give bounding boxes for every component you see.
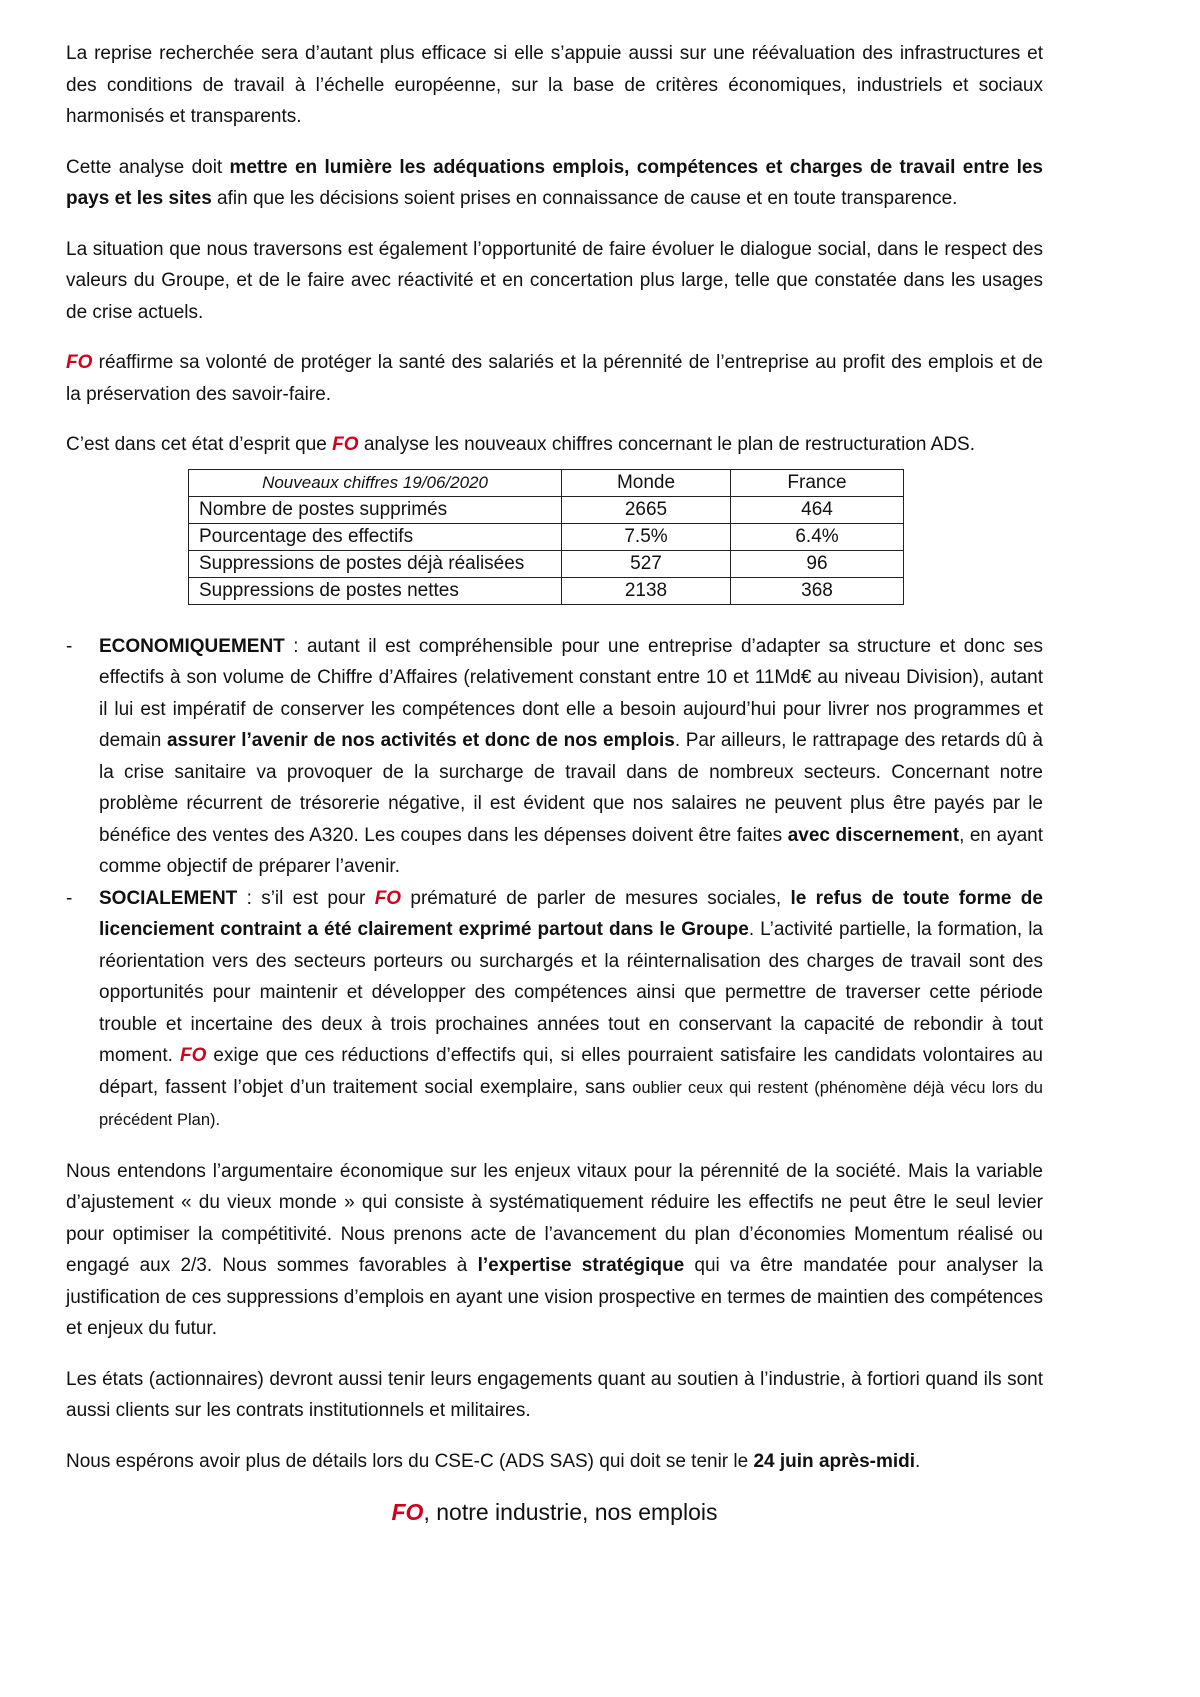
bullet-dash: - (66, 887, 73, 909)
paragraph-cse (66, 1446, 1043, 1478)
table-row (189, 577, 904, 604)
bullet-list (66, 631, 1043, 1137)
text: Cette analyse doit (66, 156, 230, 178)
table-row (189, 523, 904, 550)
table-cell: 6.4% (731, 523, 904, 550)
bullet-socialement (66, 883, 1043, 1137)
table-cell: Suppressions de postes déjà réalisées (189, 550, 562, 577)
text: qui va être mandatée pour analyser la justification de ces suppressions d’emplois en ayant une vision prospective en termes de maintien des compétences et enjeux du futur. (66, 1255, 1043, 1339)
table-cell: Pourcentage des effectifs (189, 523, 562, 550)
document-page (66, 38, 1043, 1528)
paragraph-analyse (66, 152, 1043, 215)
paragraph-reprise: La reprise recherchée sera d’autant plus efficace si elle s’appuie aussi sur une réévaluation des infrastructures et des conditions de travail à l’échelle européenne, sur la base de critères économiques, industriels et sociaux harmonisés et transparents. (66, 43, 1043, 127)
bold-text: 24 juin après-midi (753, 1450, 916, 1472)
fo-logo-text: FO (374, 887, 402, 909)
text: afin que les décisions soient prises en connaissance de cause et en toute transparence. (211, 188, 958, 209)
table-cell: 7.5% (562, 523, 731, 550)
text: : autant il est compréhensible pour une entreprise d’adapter sa structure et donc ses effectifs à son volume de Chiffre d’Affaires (relativement constant entre 10 et 11Md€ au niveau Division), autant il lui est impératif de conserver les compétences dont elle a besoin aujourd’hui pour livrer nos programmes et demain (99, 635, 1043, 751)
table-row (189, 550, 904, 577)
text: exige que ces réductions d’effectifs qui, si elles pourraient satisfaire les candidats volontaires au départ, fassent l’objet d’un traitement social exemplaire, sans (99, 1045, 1043, 1098)
paragraph-etat-esprit (66, 429, 1043, 461)
text: Nous espérons avoir plus de détails lors du CSE-C (ADS SAS) qui doit se tenir le (66, 1450, 754, 1472)
closing-motto (66, 1496, 1043, 1528)
bullet-text (99, 883, 1043, 1137)
table-header-row (189, 469, 904, 496)
bold-text: assurer l’avenir de nos activités et donc de nos emplois (166, 730, 675, 751)
text: C’est dans cet état d’esprit que (66, 434, 333, 455)
bullet-economiquement (66, 631, 1043, 883)
table-cell: Suppressions de postes nettes (189, 577, 562, 604)
small-text: oublier ceux qui restent (phénomène déjà vécu lors du précédent Plan). (99, 1078, 1043, 1129)
bullet-label: SOCIALEMENT (99, 887, 238, 909)
paragraph-etats: Les états (actionnaires) devront aussi tenir leurs engagements quant au soutien à l’industrie, à fortiori quand ils sont aussi clients sur les contrats institutionnels et militaires. (66, 1368, 1043, 1421)
fo-logo-text: FO (332, 434, 359, 455)
text: prématuré de parler de mesures sociales, (401, 887, 791, 909)
bullet-text (99, 631, 1043, 883)
bold-text: le refus de toute forme de licenciement contraint a été clairement exprimé partout dans le Groupe (99, 887, 1043, 940)
bullet-dash: - (66, 635, 73, 657)
table-header-cell: Nouveaux chiffres 19/06/2020 (189, 469, 562, 496)
bold-text: mettre en lumière les adéquations emplois, compétences et charges de travail entre les pays et les sites (66, 156, 1044, 209)
text: . (915, 1450, 921, 1472)
bullet-label: ECONOMIQUEMENT (99, 635, 285, 657)
bold-text: avec discernement (787, 824, 960, 846)
text: , notre industrie, nos emplois (423, 1499, 718, 1525)
table-header-cell: France (731, 469, 904, 496)
text: analyse les nouveaux chiffres concernant le plan de restructuration ADS. (358, 434, 975, 455)
fo-logo-text: FO (66, 352, 93, 373)
text: . Par ailleurs, le rattrapage des retards dû à la crise sanitaire va provoquer de la surcharge de travail dans de nombreux secteurs. Concernant notre problème récurrent de trésorerie négative, il est évident que nos salaires ne peuvent plus être payés par le bénéfice des ventes des A320. Les coupes dans les dépenses doivent être faites (99, 730, 1043, 846)
paragraph-argumentaire (66, 1156, 1043, 1345)
text: réaffirme sa volonté de protéger la santé des salariés et la pérennité de l’entreprise au profit des emplois et de la préservation des savoir-faire. (66, 352, 1043, 405)
fo-logo-text: FO (391, 1499, 424, 1525)
table-cell: 368 (731, 577, 904, 604)
figures-table (188, 469, 904, 605)
text: , en ayant comme objectif de préparer l’avenir. (99, 824, 1044, 877)
table-cell: 2665 (562, 496, 731, 523)
table-cell: 96 (731, 550, 904, 577)
text: . L’activité partielle, la formation, la réorientation vers des secteurs porteurs ou surchargés et la réinternalisation des charges de travail sont des opportunités pour maintenir et développer des compétences ainsi que permettre de traverser cette période trouble et incertaine des deux à trois prochaines années tout en conservant la capacité de rebondir à tout moment. (99, 919, 1043, 1066)
table-cell: 464 (731, 496, 904, 523)
table-cell: 2138 (562, 577, 731, 604)
text: : s’il est pour (237, 887, 375, 909)
fo-logo-text: FO (179, 1045, 207, 1066)
table-row (189, 496, 904, 523)
text: Nous entendons l’argumentaire économique sur les enjeux vitaux pour la pérennité de la société. Mais la variable d’ajustement « du vieux monde » qui consiste à systématiquement réduire les effectifs ne peut être le seul levier pour optimiser la compétitivité. Nous prenons acte de l’avancement du plan d’économies Momentum réalisé ou engagé aux 2/3. Nous sommes favorables à (66, 1160, 1043, 1276)
paragraph-situation: La situation que nous traversons est également l’opportunité de faire évoluer le dialogue social, dans le respect des valeurs du Groupe, et de le faire avec réactivité et en concertation plus large, telle que constatée dans les usages de crise actuels. (66, 238, 1043, 323)
bold-text: l’expertise stratégique (477, 1255, 685, 1276)
table-header-cell: Monde (562, 469, 731, 496)
paragraph-fo-reaffirme (66, 347, 1043, 410)
table-cell: Nombre de postes supprimés (189, 496, 562, 523)
table-cell: 527 (562, 550, 731, 577)
